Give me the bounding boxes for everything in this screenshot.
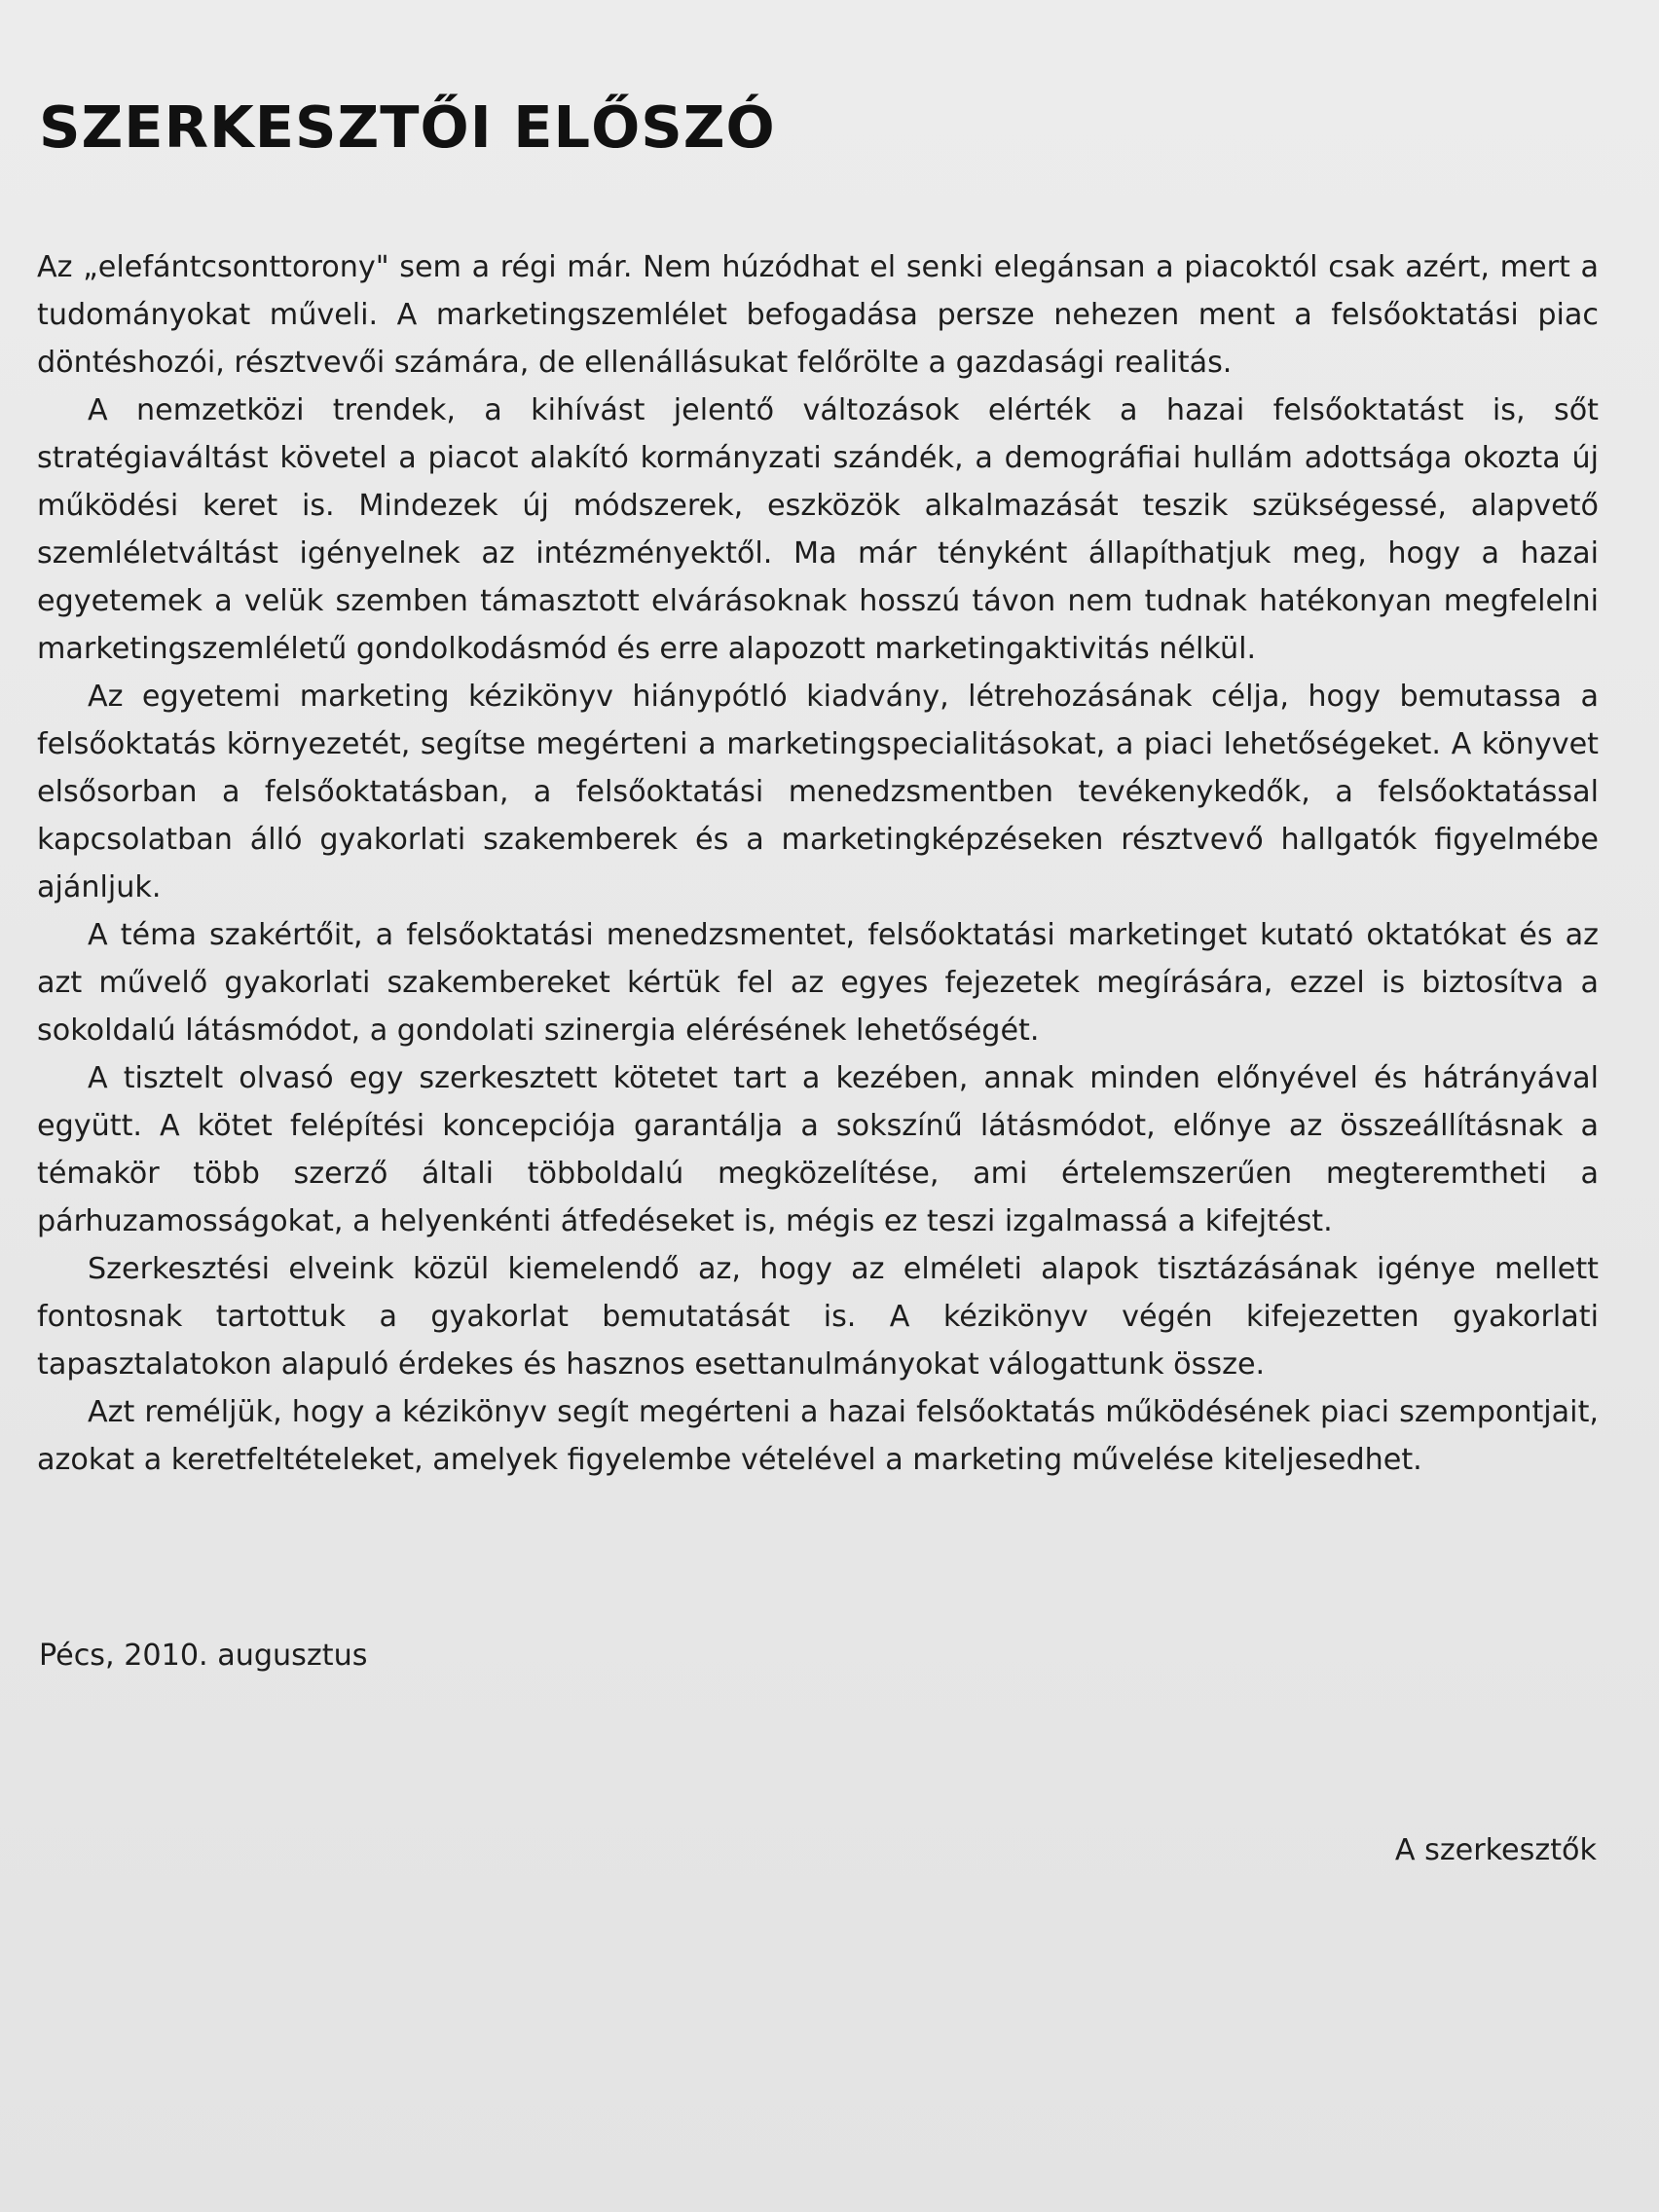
paragraph: Azt reméljük, hogy a kézikönyv segít megérteni a hazai felsőoktatás működésének piaci szempontjait, azokat a keretfeltételeket, amelyek figyelembe vételével a marketing művelése kiteljesedhet. xyxy=(37,1395,1599,1477)
paragraph: Szerkesztési elveink közül kiemelendő az, hogy az elméleti alapok tisztázásának igénye mellett fontosnak tartottuk a gyakorlat bemutatását is. A kézikönyv végén kifejezetten gyakorlati tapasztalatokon alapuló érdekes és hasznos esettanulmányokat válogattunk össze. xyxy=(37,1252,1599,1382)
paragraph: A tisztelt olvasó egy szerkesztett kötetet tart a kezében, annak minden előnyével és hátrányával együtt. A kötet felépítési koncepciója garantálja a sokszínű látásmódot, előnye az összeállításnak a témakör több szerző általi többoldalú megközelítése, ami értelemszerűen megteremtheti a párhuzamosságokat, a helyenkénti átfedéseket is, mégis ez teszi izgalmassá a kifejtést. xyxy=(37,1061,1599,1238)
place-and-date: Pécs, 2010. augusztus xyxy=(39,1639,368,1673)
paragraph: A téma szakértőit, a felsőoktatási menedzsmentet, felsőoktatási marketinget kutató oktatókat és az azt művelő gyakorlati szakembereket kértük fel az egyes fejezetek megírására, ezzel is biztosítva a sokoldalú látásmódot, a gondolati szinergia elérésének lehetőségét. xyxy=(37,918,1599,1048)
paragraph: Az egyetemi marketing kézikönyv hiánypótló kiadvány, létrehozásának célja, hogy bemutassa a felsőoktatás környezetét, segítse megérteni a marketingspecialitásokat, a piaci lehetőségeket. A könyvet elsősorban a felsőoktatásban, a felsőoktatási menedzsmentben tevékenykedők, a felsőoktatással kapcsolatban álló gyakorlati szakemberek és a marketingképzéseken résztvevő hallgatók figyelmébe ajánljuk. xyxy=(37,680,1599,904)
foreword-body xyxy=(37,243,1599,1484)
paragraph: Az „elefántcsonttorony" sem a régi már. Nem húzódhat el senki elegánsan a piacoktól csak azért, mert a tudományokat műveli. A marketingszemlélet befogadása persze nehezen ment a felsőoktatási piac döntéshozói, résztvevői számára, de ellenállásukat felőrölte a gazdasági realitás. xyxy=(37,250,1599,380)
signature: A szerkesztők xyxy=(1394,1833,1597,1867)
page-title: SZERKESZTŐI ELŐSZÓ xyxy=(39,93,776,161)
paragraph: A nemzetközi trendek, a kihívást jelentő változások elérték a hazai felsőoktatást is, sőt stratégiaváltást követel a piacot alakító kormányzati szándék, a demográfiai hullám adottsága okozta új működési keret is. Mindezek új módszerek, eszközök alkalmazását teszik szükségessé, alapvető szemléletváltást igényelnek az intézményektől. Ma már tényként állapíthatjuk meg, hogy a hazai egyetemek a velük szemben támasztott elvárásoknak hosszú távon nem tudnak hatékonyan megfelelni marketingszemléletű gondolkodásmód és erre alapozott marketingaktivitás nélkül. xyxy=(37,393,1599,666)
